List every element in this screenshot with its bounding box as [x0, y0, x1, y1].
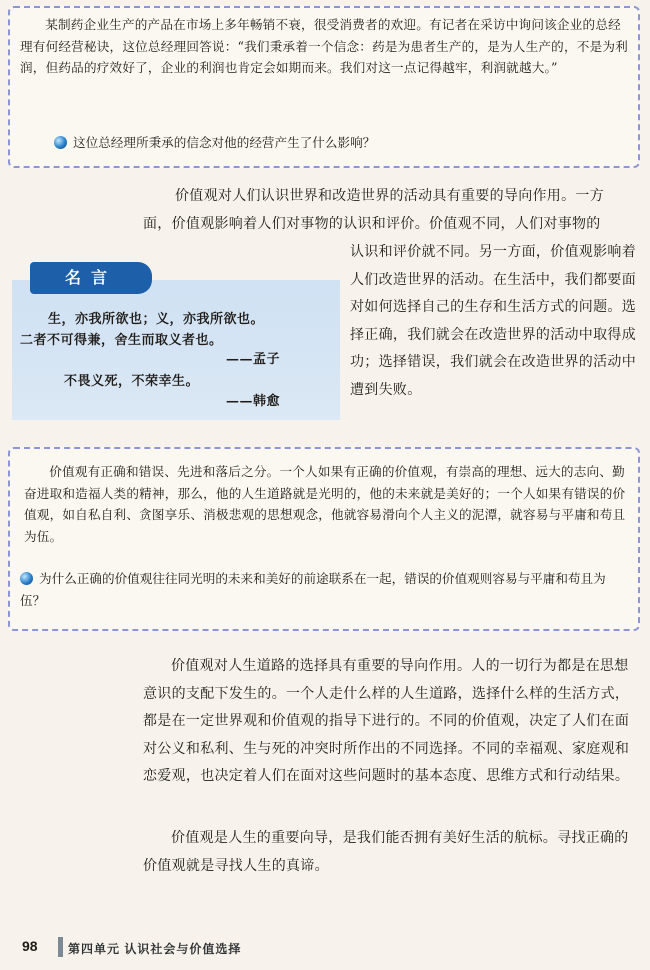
quote-author-2: ——韩愈 — [226, 394, 281, 409]
main-text-line-1: 价值观对人们认识世界和改造世界的活动具有重要的导向作用。一方 — [175, 188, 604, 204]
main-text-paragraph-2: 价值观对人生道路的选择具有重要的导向作用。人的一切行为都是在思想意识的支配下发生的。一个人走什么样的人生道路，选择什么样的生活方式，都是在一定世界观和价值观的指导下进行的。不同的价值观，决定了人们在面对公义和私利、生与死的冲突时所作出的不同选择。不同的幸福观、家庭观和恋爱观，也决定着人们在面对这些问题时的基本态度、思维方式和行动结果。 — [143, 658, 630, 784]
quote-line-2: 二者不可得兼，舍生而取义者也。 — [20, 333, 223, 348]
page-number: 98 — [22, 938, 38, 954]
main-text-paragraph-3: 价值观是人生的重要向导，是我们能否拥有美好生活的航标。寻找正确的价值观就是寻找人生的真谛。 — [143, 830, 629, 874]
case-paragraph-1: 某制药企业生产的产品在市场上多年畅销不衰，很受消费者的欢迎。有记者在采访中询问该企业的总经理有何经营秘诀，这位总经理回答说：“我们秉承着一个信念：药是为患者生产的，是为人生产的，不是为利润，但药品的疗效好了，企业的利润也肯定会如期而来。我们对这一点记得越牢，利润就越大。” — [20, 17, 628, 75]
question-2-text: 为什么正确的价值观往往同光明的未来和美好的前途联系在一起，错误的价值观则容易与平庸和苟且为伍？ — [20, 571, 606, 608]
main-text-line-2: 面，价值观影响着人们对事物的认识和评价。价值观不同，人们对事物的 — [143, 216, 601, 232]
quote-author-1: ——孟子 — [226, 352, 281, 367]
question-2 — [20, 568, 628, 611]
question-bullet-icon — [54, 136, 67, 149]
question-1-text: 这位总经理所秉承的信念对他的经营产生了什么影响？ — [73, 135, 376, 150]
main-text-rest: 认识和评价就不同。另一方面，价值观影响着人们改造世界的活动。在生活中，我们都要面对如何选择自己的生存和生活方式的问题。选择正确，我们就会在改造世界的活动中取得成功；选择错误，我们就会在改造世界的活动中遭到失败。 — [350, 244, 636, 398]
question-1 — [54, 132, 624, 154]
footer-divider — [58, 937, 63, 957]
case-paragraph-2: 价值观有正确和错误、先进和落后之分。一个人如果有正确的价值观，有崇高的理想、远大的志向、勤奋进取和造福人类的精神，那么，他的人生道路就是光明的，他的未来就是美好的；一个人如果有错误的价值观，如自私自利、贪图享乐、消极悲观的思想观念，他就容易滑向个人主义的泥潭，就容易与平庸和苟且为伍。 — [24, 464, 626, 544]
quote-line-3: 不畏义死，不荣幸生。 — [64, 374, 200, 389]
famous-quotes-tab: 名言 — [30, 262, 152, 294]
quote-line-1: 生，亦我所欲也；义，亦我所欲也。 — [48, 312, 265, 327]
unit-title: 第四单元 认识社会与价值选择 — [68, 942, 242, 956]
question-bullet-icon — [20, 572, 33, 585]
